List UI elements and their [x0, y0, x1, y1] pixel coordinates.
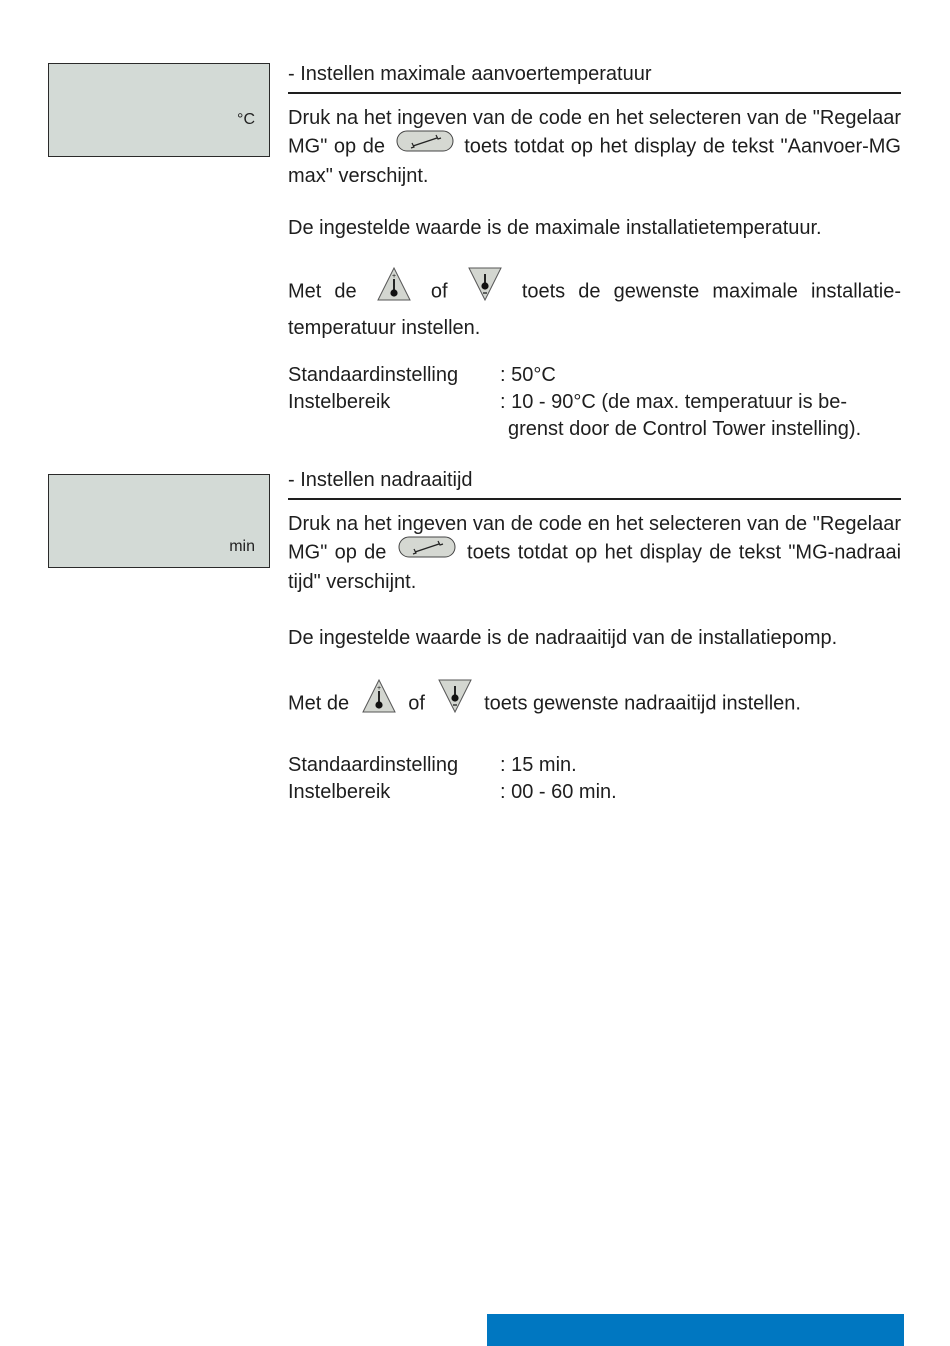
svg-text:+: +	[376, 685, 381, 692]
footer-accent-bar	[487, 1314, 904, 1346]
adjust-text: toets gewenste nadraaitijd instellen.	[484, 692, 801, 715]
spec-value: : 10 - 90°C (de max. temperatuur is be-	[500, 391, 848, 413]
adjust-text: Met de	[288, 280, 357, 303]
adjust-text: Met de	[288, 692, 350, 715]
spec-value: grenst door de Control Tower instelling).	[508, 418, 862, 440]
description-paragraph: De ingestelde waarde is de nadraaitijd van de installatiepomp.	[288, 627, 838, 649]
spec-value: : 00 - 60 min.	[500, 781, 617, 803]
spec-label: Standaardinstelling	[288, 754, 459, 776]
spec-value: : 50°C	[500, 364, 556, 386]
spec-label	[288, 416, 500, 443]
lcd-unit-celsius: °C	[237, 111, 255, 128]
description-paragraph: De ingestelde waarde is de maximale installatietemperatuur.	[288, 217, 822, 239]
spec-label: Instelbereik	[288, 781, 391, 803]
section-max-flow-temperature	[288, 62, 901, 443]
adjust-paragraph	[288, 270, 901, 342]
lcd-display-minutes	[48, 474, 270, 568]
temperature-down-icon[interactable]	[461, 270, 509, 314]
wrench-key-icon[interactable]	[392, 132, 458, 162]
adjust-text: toets de gewenste maximale installatie-temperatuur instellen.	[288, 280, 902, 339]
instruction-text: Druk na het ingeven van de code en het selecteren van de "Regelaar MG" op de	[288, 107, 901, 158]
temperature-up-icon[interactable]	[355, 682, 403, 726]
or-text: of	[408, 692, 425, 715]
spec-label: Instelbereik	[288, 391, 391, 413]
section-pump-overrun-time	[288, 468, 901, 806]
instruction-text: toets totdat op het display de tekst "MG-nadraai tijd" verschijnt.	[288, 541, 902, 593]
lcd-display-temperature	[48, 63, 270, 157]
instruction-text: Druk na het ingeven van de code en het selecteren van de "Regelaar MG" op de	[288, 513, 901, 564]
instruction-paragraph	[288, 510, 901, 596]
spec-value: : 15 min.	[500, 754, 577, 776]
settings-table	[288, 362, 901, 443]
section-heading: - Instellen nadraaitijd	[288, 468, 901, 500]
section-heading: - Instellen maximale aanvoertemperatuur	[288, 62, 901, 94]
instruction-paragraph	[288, 104, 901, 190]
wrench-key-icon[interactable]	[394, 538, 460, 568]
settings-table	[288, 752, 901, 806]
temperature-up-icon[interactable]	[370, 270, 418, 314]
svg-text:+: +	[391, 273, 396, 280]
lcd-unit-minutes: min	[229, 538, 255, 555]
instruction-text: toets totdat op het display de tekst "Aanvoer-MG max" verschijnt.	[288, 135, 901, 187]
spec-label: Standaardinstelling	[288, 364, 459, 386]
adjust-paragraph	[288, 682, 901, 726]
temperature-down-icon[interactable]	[431, 682, 479, 726]
or-text: of	[430, 280, 448, 303]
